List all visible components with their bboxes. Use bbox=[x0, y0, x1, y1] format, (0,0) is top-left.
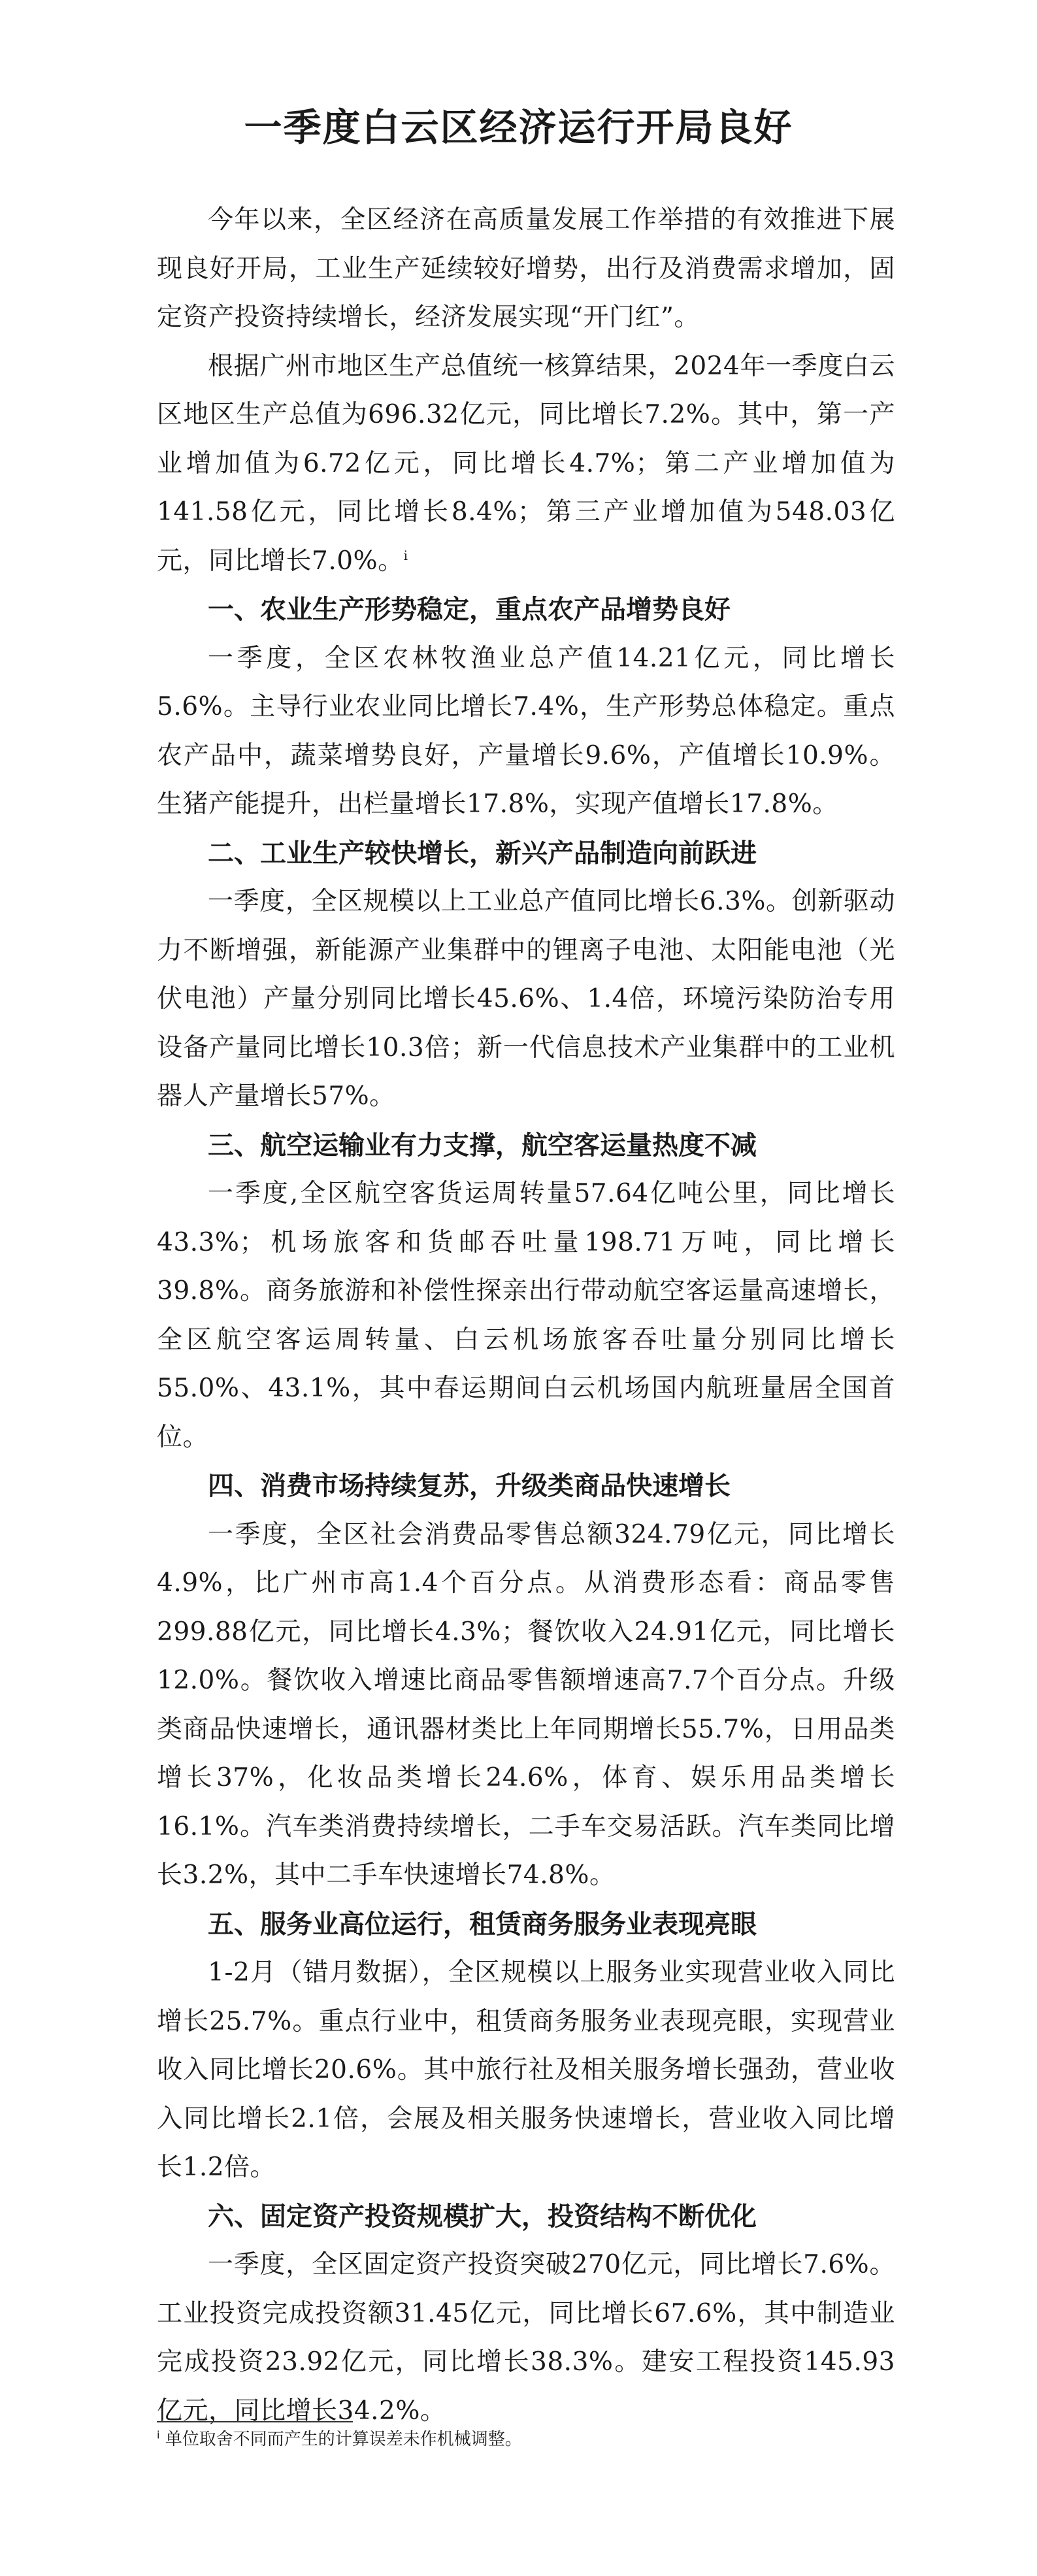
footnote bbox=[157, 2426, 522, 2452]
footnote-text: 单位取舍不同而产生的计算误差未作机械调整。 bbox=[165, 2430, 522, 2449]
intro-paragraph-1: 今年以来，全区经济在高质量发展工作举措的有效推进下展现良好开局，工业生产延续较好增势，出行及消费需求增加，固定资产投资持续增长，经济发展实现“开门红”。 bbox=[157, 205, 895, 332]
section-heading-consumption: 四、消费市场持续复苏，升级类商品快速增长 bbox=[208, 1471, 731, 1501]
intro-paragraph-2-text: 根据广州市地区生产总值统一核算结果，2024年一季度白云区地区生产总值为696.32亿元，同比增长7.2%。其中，第一产业增加值为6.72亿元，同比增长4.7%；第二产业增加值为141.58亿元，同比增长8.4%；第三产业增加值为548.03亿元，同比增长7.0%。 bbox=[157, 351, 895, 576]
section-text-agriculture: 一季度，全区农林牧渔业总产值14.21亿元，同比增长5.6%。主导行业农业同比增长7.4%，生产形势总体稳定。重点农产品中，蔬菜增势良好，产量增长9.6%，产值增长10.9%。生猪产能提升，出栏量增长17.8%，实现产值增长17.8%。 bbox=[157, 643, 895, 819]
footnote-divider bbox=[157, 2421, 353, 2422]
intro-paragraph-2 bbox=[157, 342, 895, 586]
footnote-reference[interactable]: i bbox=[403, 547, 408, 563]
section-text-industry: 一季度，全区规模以上工业总产值同比增长6.3%。创新驱动力不断增强，新能源产业集群中的锂离子电池、太阳能电池（光伏电池）产量分别同比增长45.6%、1.4倍，环境污染防治专用设备产量同比增长10.3倍；新一代信息技术产业集群中的工业机器人产量增长57%。 bbox=[157, 887, 895, 1111]
section-text-consumption: 一季度，全区社会消费品零售总额324.79亿元，同比增长4.9%，比广州市高1.4个百分点。从消费形态看：商品零售299.88亿元，同比增长4.3%；餐饮收入24.91亿元，同比增长12.0%。餐饮收入增速比商品零售额增速高7.7个百分点。升级类商品快速增长，通讯器材类比上年同期增长55.7%，日用品类增长37%，化妆品类增长24.6%，体育、娱乐用品类增长16.1%。汽车类消费持续增长，二手车交易活跃。汽车类同比增长3.2%，其中二手车快速增长74.8%。 bbox=[157, 1519, 895, 1890]
section-heading-services: 五、服务业高位运行，租赁商务服务业表现亮眼 bbox=[208, 1909, 757, 1940]
section-text-investment: 一季度，全区固定资产投资突破270亿元，同比增长7.6%。工业投资完成投资额31.45亿元，同比增长67.6%，其中制造业完成投资23.92亿元，同比增长38.3%。建安工程投资145.93亿元，同比增长34.2%。 bbox=[157, 2250, 895, 2426]
section-heading-agriculture: 一、农业生产形势稳定，重点农产品增势良好 bbox=[208, 595, 731, 625]
section-heading-aviation: 三、航空运输业有力支撑，航空客运量热度不减 bbox=[208, 1130, 757, 1161]
article-body bbox=[157, 196, 895, 2436]
section-text-aviation: 一季度,全区航空客货运周转量57.64亿吨公里，同比增长43.3%；机场旅客和货邮吞吐量198.71万吨，同比增长39.8%。商务旅游和补偿性探亲出行带动航空客运量高速增长，全区航空客运周转量、白云机场旅客吞吐量分别同比增长55.0%、43.1%，其中春运期间白云机场国内航班量居全国首位。 bbox=[157, 1179, 895, 1452]
section-heading-industry: 二、工业生产较快增长，新兴产品制造向前跃进 bbox=[208, 838, 757, 868]
section-text-services: 1-2月（错月数据），全区规模以上服务业实现营业收入同比增长25.7%。重点行业中，租赁商务服务业表现亮眼，实现营业收入同比增长20.6%。其中旅行社及相关服务增长强劲，营业收入同比增长2.1倍，会展及相关服务快速增长，营业收入同比增长1.2倍。 bbox=[157, 1958, 895, 2182]
footnote-mark: i bbox=[157, 2428, 160, 2441]
section-heading-investment: 六、固定资产投资规模扩大，投资结构不断优化 bbox=[208, 2201, 757, 2232]
page-title: 一季度白云区经济运行开局良好 bbox=[244, 105, 793, 150]
